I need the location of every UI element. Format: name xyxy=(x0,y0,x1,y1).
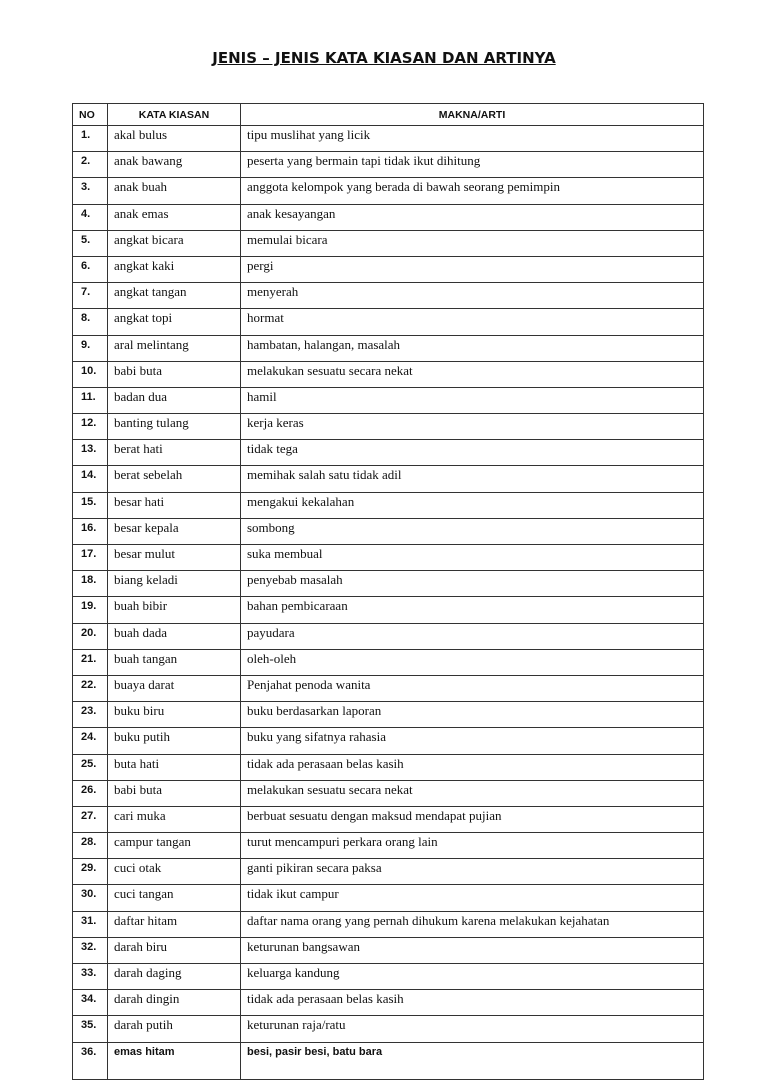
row-meaning: pergi xyxy=(241,256,704,282)
row-number: 29. xyxy=(73,859,108,885)
row-number: 28. xyxy=(73,833,108,859)
row-number: 21. xyxy=(73,649,108,675)
table-row xyxy=(73,754,704,780)
row-word: banting tulang xyxy=(108,414,241,440)
table-row xyxy=(73,518,704,544)
row-meaning: mengakui kekalahan xyxy=(241,492,704,518)
row-meaning: bahan pembicaraan xyxy=(241,597,704,623)
row-number: 15. xyxy=(73,492,108,518)
row-number: 3. xyxy=(73,178,108,204)
row-meaning: daftar nama orang yang pernah dihukum karena melakukan kejahatan xyxy=(241,911,704,937)
row-meaning: peserta yang bermain tapi tidak ikut dihitung xyxy=(241,152,704,178)
row-word: cuci tangan xyxy=(108,885,241,911)
row-number: 22. xyxy=(73,675,108,701)
table-row xyxy=(73,597,704,623)
table-row xyxy=(73,911,704,937)
row-number: 25. xyxy=(73,754,108,780)
row-meaning: memulai bicara xyxy=(241,230,704,256)
row-meaning: turut mencampuri perkara orang lain xyxy=(241,833,704,859)
row-word: campur tangan xyxy=(108,833,241,859)
row-word: anak bawang xyxy=(108,152,241,178)
row-meaning: tidak ada perasaan belas kasih xyxy=(241,754,704,780)
row-meaning: suka membual xyxy=(241,545,704,571)
row-number: 13. xyxy=(73,440,108,466)
header-makna-arti: MAKNA/ARTI xyxy=(241,104,704,126)
row-number: 12. xyxy=(73,414,108,440)
row-number: 23. xyxy=(73,702,108,728)
row-number: 8. xyxy=(73,309,108,335)
row-word: besar mulut xyxy=(108,545,241,571)
row-number: 10. xyxy=(73,361,108,387)
table-row xyxy=(73,1042,704,1079)
row-number: 19. xyxy=(73,597,108,623)
row-word: buaya darat xyxy=(108,675,241,701)
row-word: angkat bicara xyxy=(108,230,241,256)
row-word: angkat kaki xyxy=(108,256,241,282)
row-word: buku biru xyxy=(108,702,241,728)
row-meaning: sombong xyxy=(241,518,704,544)
row-number: 5. xyxy=(73,230,108,256)
row-meaning: buku yang sifatnya rahasia xyxy=(241,728,704,754)
row-word: anak emas xyxy=(108,204,241,230)
row-word: berat sebelah xyxy=(108,466,241,492)
table-row xyxy=(73,990,704,1016)
row-number: 18. xyxy=(73,571,108,597)
row-number: 20. xyxy=(73,623,108,649)
row-meaning: hormat xyxy=(241,309,704,335)
row-word: akal bulus xyxy=(108,126,241,152)
table-row xyxy=(73,675,704,701)
table-row xyxy=(73,335,704,361)
row-word: angkat tangan xyxy=(108,283,241,309)
row-meaning: penyebab masalah xyxy=(241,571,704,597)
row-meaning: hambatan, halangan, masalah xyxy=(241,335,704,361)
row-word: besar kepala xyxy=(108,518,241,544)
table-row xyxy=(73,361,704,387)
row-number: 11. xyxy=(73,387,108,413)
row-meaning: buku berdasarkan laporan xyxy=(241,702,704,728)
row-meaning: payudara xyxy=(241,623,704,649)
row-meaning: tipu muslihat yang licik xyxy=(241,126,704,152)
table-row xyxy=(73,283,704,309)
table-row xyxy=(73,702,704,728)
row-word: cuci otak xyxy=(108,859,241,885)
row-word: badan dua xyxy=(108,387,241,413)
table-row xyxy=(73,126,704,152)
row-word: buah dada xyxy=(108,623,241,649)
row-meaning: besi, pasir besi, batu bara xyxy=(241,1042,704,1079)
row-number: 30. xyxy=(73,885,108,911)
row-number: 32. xyxy=(73,937,108,963)
row-number: 27. xyxy=(73,806,108,832)
table-row xyxy=(73,885,704,911)
table-row xyxy=(73,649,704,675)
row-word: babi buta xyxy=(108,780,241,806)
row-word: anak buah xyxy=(108,178,241,204)
row-meaning: tidak ada perasaan belas kasih xyxy=(241,990,704,1016)
table-row xyxy=(73,309,704,335)
row-meaning: keturunan raja/ratu xyxy=(241,1016,704,1042)
row-number: 1. xyxy=(73,126,108,152)
row-word: darah biru xyxy=(108,937,241,963)
row-number: 36. xyxy=(73,1042,108,1079)
row-number: 17. xyxy=(73,545,108,571)
row-number: 2. xyxy=(73,152,108,178)
row-number: 31. xyxy=(73,911,108,937)
row-number: 6. xyxy=(73,256,108,282)
row-meaning: tidak tega xyxy=(241,440,704,466)
table-row xyxy=(73,466,704,492)
document-title: JENIS – JENIS KATA KIASAN DAN ARTINYA xyxy=(212,49,556,67)
row-number: 33. xyxy=(73,964,108,990)
row-word: besar hati xyxy=(108,492,241,518)
table-row xyxy=(73,256,704,282)
row-number: 16. xyxy=(73,518,108,544)
table-row xyxy=(73,545,704,571)
table-row xyxy=(73,937,704,963)
row-word: angkat topi xyxy=(108,309,241,335)
row-word: darah putih xyxy=(108,1016,241,1042)
table-header-row xyxy=(73,104,704,126)
row-meaning: keluarga kandung xyxy=(241,964,704,990)
row-meaning: anggota kelompok yang berada di bawah seorang pemimpin xyxy=(241,178,704,204)
header-no: NO xyxy=(73,104,108,126)
row-number: 4. xyxy=(73,204,108,230)
row-meaning: berbuat sesuatu dengan maksud mendapat pujian xyxy=(241,806,704,832)
row-number: 7. xyxy=(73,283,108,309)
table-row xyxy=(73,387,704,413)
row-meaning: hamil xyxy=(241,387,704,413)
row-word: buah tangan xyxy=(108,649,241,675)
table-row xyxy=(73,1016,704,1042)
table-row xyxy=(73,623,704,649)
table-row xyxy=(73,492,704,518)
row-meaning: tidak ikut campur xyxy=(241,885,704,911)
row-number: 35. xyxy=(73,1016,108,1042)
table-row xyxy=(73,806,704,832)
row-word: cari muka xyxy=(108,806,241,832)
table-row xyxy=(73,728,704,754)
row-meaning: keturunan bangsawan xyxy=(241,937,704,963)
row-word: daftar hitam xyxy=(108,911,241,937)
row-word: emas hitam xyxy=(108,1042,241,1079)
row-meaning: melakukan sesuatu secara nekat xyxy=(241,361,704,387)
row-meaning: kerja keras xyxy=(241,414,704,440)
table-row xyxy=(73,780,704,806)
row-number: 9. xyxy=(73,335,108,361)
table-row xyxy=(73,859,704,885)
row-word: buta hati xyxy=(108,754,241,780)
row-meaning: anak kesayangan xyxy=(241,204,704,230)
table-row xyxy=(73,414,704,440)
table-row xyxy=(73,964,704,990)
row-word: darah dingin xyxy=(108,990,241,1016)
row-meaning: melakukan sesuatu secara nekat xyxy=(241,780,704,806)
row-word: aral melintang xyxy=(108,335,241,361)
row-meaning: memihak salah satu tidak adil xyxy=(241,466,704,492)
table-body xyxy=(73,126,704,1080)
row-meaning: Penjahat penoda wanita xyxy=(241,675,704,701)
row-number: 34. xyxy=(73,990,108,1016)
table-row xyxy=(73,230,704,256)
table-row xyxy=(73,204,704,230)
row-word: biang keladi xyxy=(108,571,241,597)
row-number: 24. xyxy=(73,728,108,754)
table-row xyxy=(73,152,704,178)
table-row xyxy=(73,178,704,204)
header-kata-kiasan: KATA KIASAN xyxy=(108,104,241,126)
row-word: buku putih xyxy=(108,728,241,754)
row-word: babi buta xyxy=(108,361,241,387)
row-number: 26. xyxy=(73,780,108,806)
row-word: berat hati xyxy=(108,440,241,466)
row-word: darah daging xyxy=(108,964,241,990)
table-row xyxy=(73,440,704,466)
row-number: 14. xyxy=(73,466,108,492)
row-meaning: menyerah xyxy=(241,283,704,309)
row-meaning: oleh-oleh xyxy=(241,649,704,675)
row-meaning: ganti pikiran secara paksa xyxy=(241,859,704,885)
row-word: buah bibir xyxy=(108,597,241,623)
table-row xyxy=(73,571,704,597)
table-row xyxy=(73,833,704,859)
figurative-words-table xyxy=(72,103,704,1080)
